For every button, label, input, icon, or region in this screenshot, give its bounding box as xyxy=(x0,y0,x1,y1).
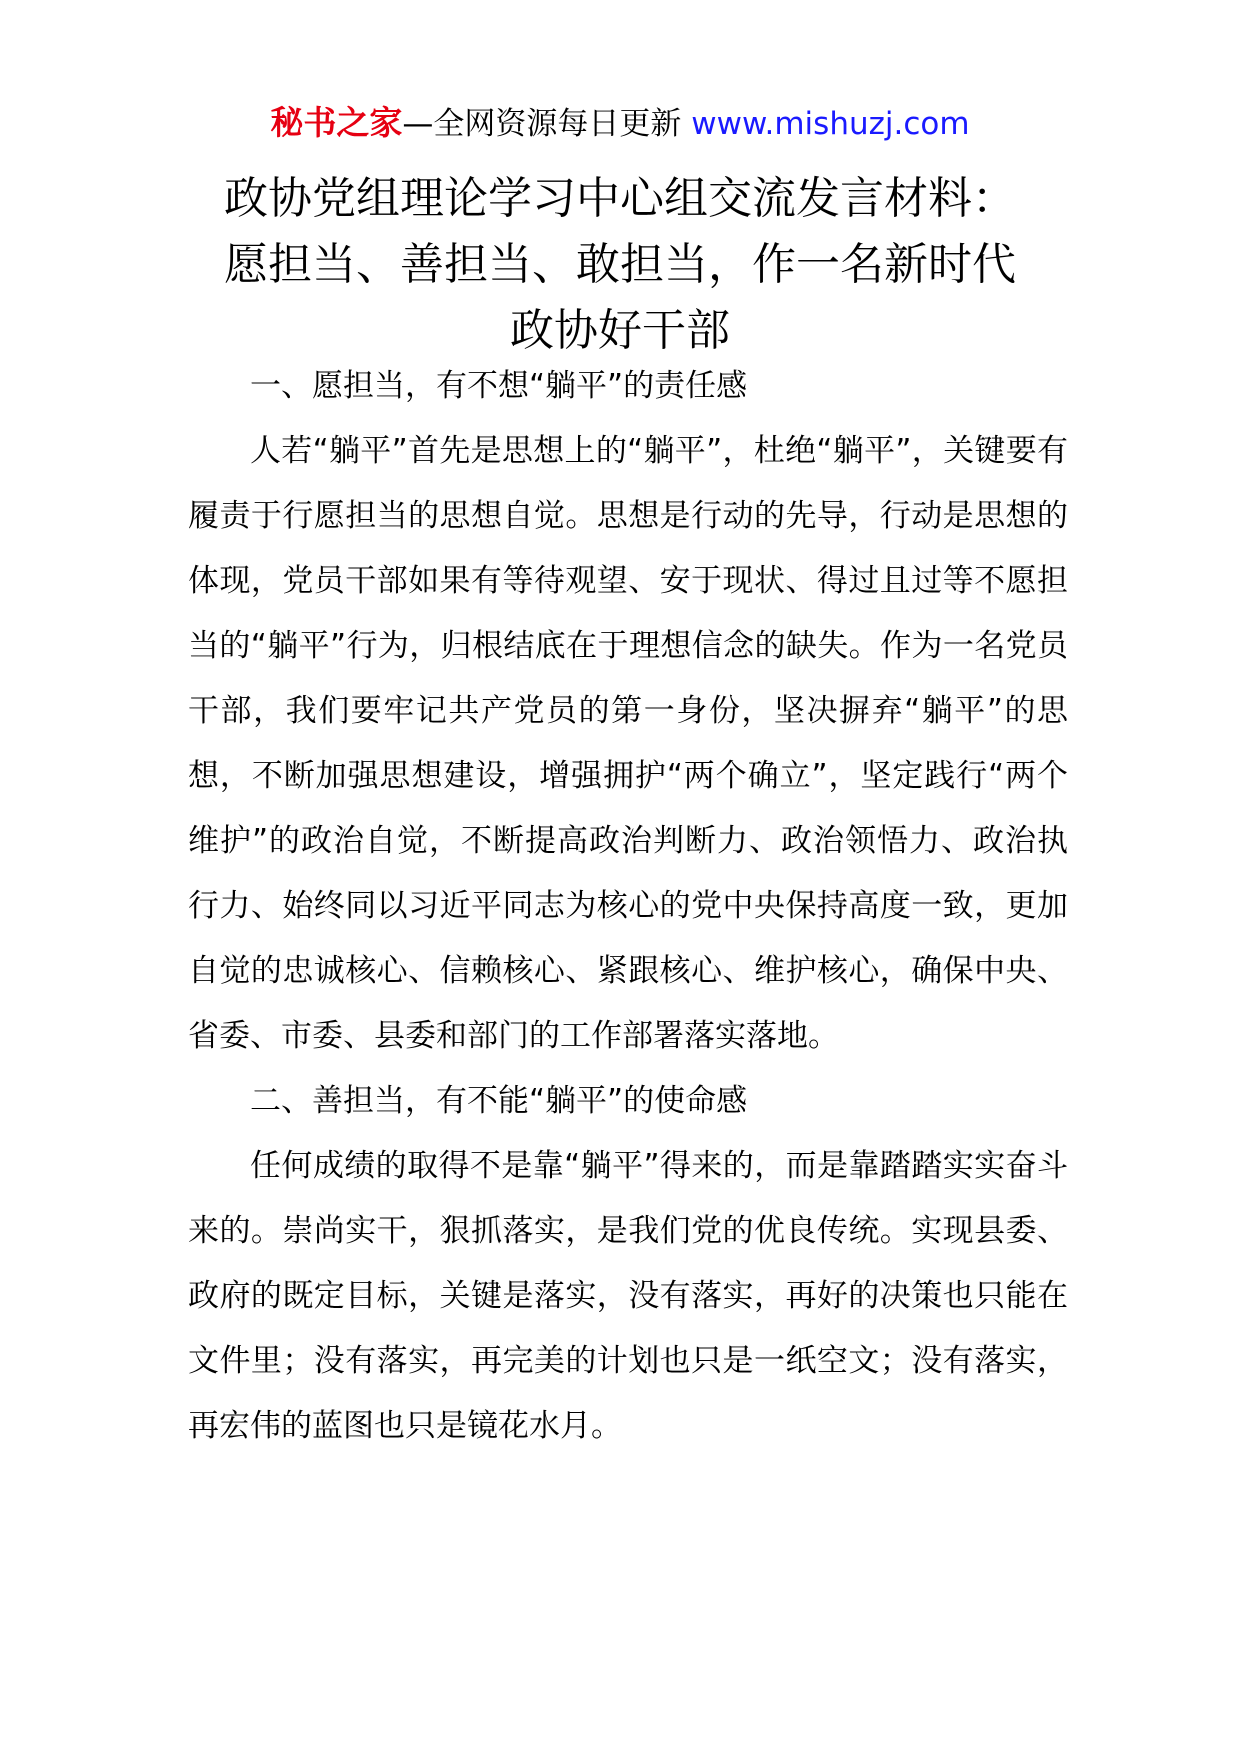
section-2-paragraph: 任何成绩的取得不是靠“躺平”得来的，而是靠踏踏实实奋斗来的。崇尚实干，狠抓落实，是我们党的优良传统。实现县委、政府的既定目标，关键是落实，没有落实，再好的决策也只能在文件里；没有落实，再完美的计划也只是一纸空文；没有落实，再宏伟的蓝图也只是镜花水月。 xyxy=(188,1148,1068,1444)
section-1-paragraph: 人若“躺平”首先是思想上的“躺平”，杜绝“躺平”，关键要有履责于行愿担当的思想自觉。思想是行动的先导，行动是思想的体现，党员干部如果有等待观望、安于现状、得过且过等不愿担当的“躺平”行为，归根结底在于理想信念的缺失。作为一名党员干部，我们要牢记共产党员的第一身份，坚决摒弃“躺平”的思想，不断加强思想建设，增强拥护“两个确立”，坚定践行“两个维护”的政治自觉，不断提高政治判断力、政治领悟力、政治执行力、始终同以习近平同志为核心的党中央保持高度一致，更加自觉的忠诚核心、信赖核心、紧跟核心、维护核心，确保中央、省委、市委、县委和部门的工作部署落实落地。 xyxy=(188,433,1068,1054)
brand-name: 秘书之家 xyxy=(270,103,403,142)
site-header xyxy=(0,98,1240,149)
title-line-3: 政协好干部 xyxy=(510,305,730,356)
section-2-heading: 二、善担当，有不能“躺平”的使命感 xyxy=(250,1083,748,1119)
section-1-heading: 一、愿担当，有不想“躺平”的责任感 xyxy=(250,368,748,404)
site-tagline: —全网资源每日更新 xyxy=(402,106,682,142)
document-body xyxy=(188,354,1068,1459)
site-url-link[interactable]: www.mishuzj.com xyxy=(691,106,970,142)
document-title xyxy=(150,166,1090,364)
title-line-2: 愿担当、善担当、敢担当，作一名新时代 xyxy=(224,239,1016,290)
title-line-1: 政协党组理论学习中心组交流发言材料： xyxy=(224,173,1016,224)
